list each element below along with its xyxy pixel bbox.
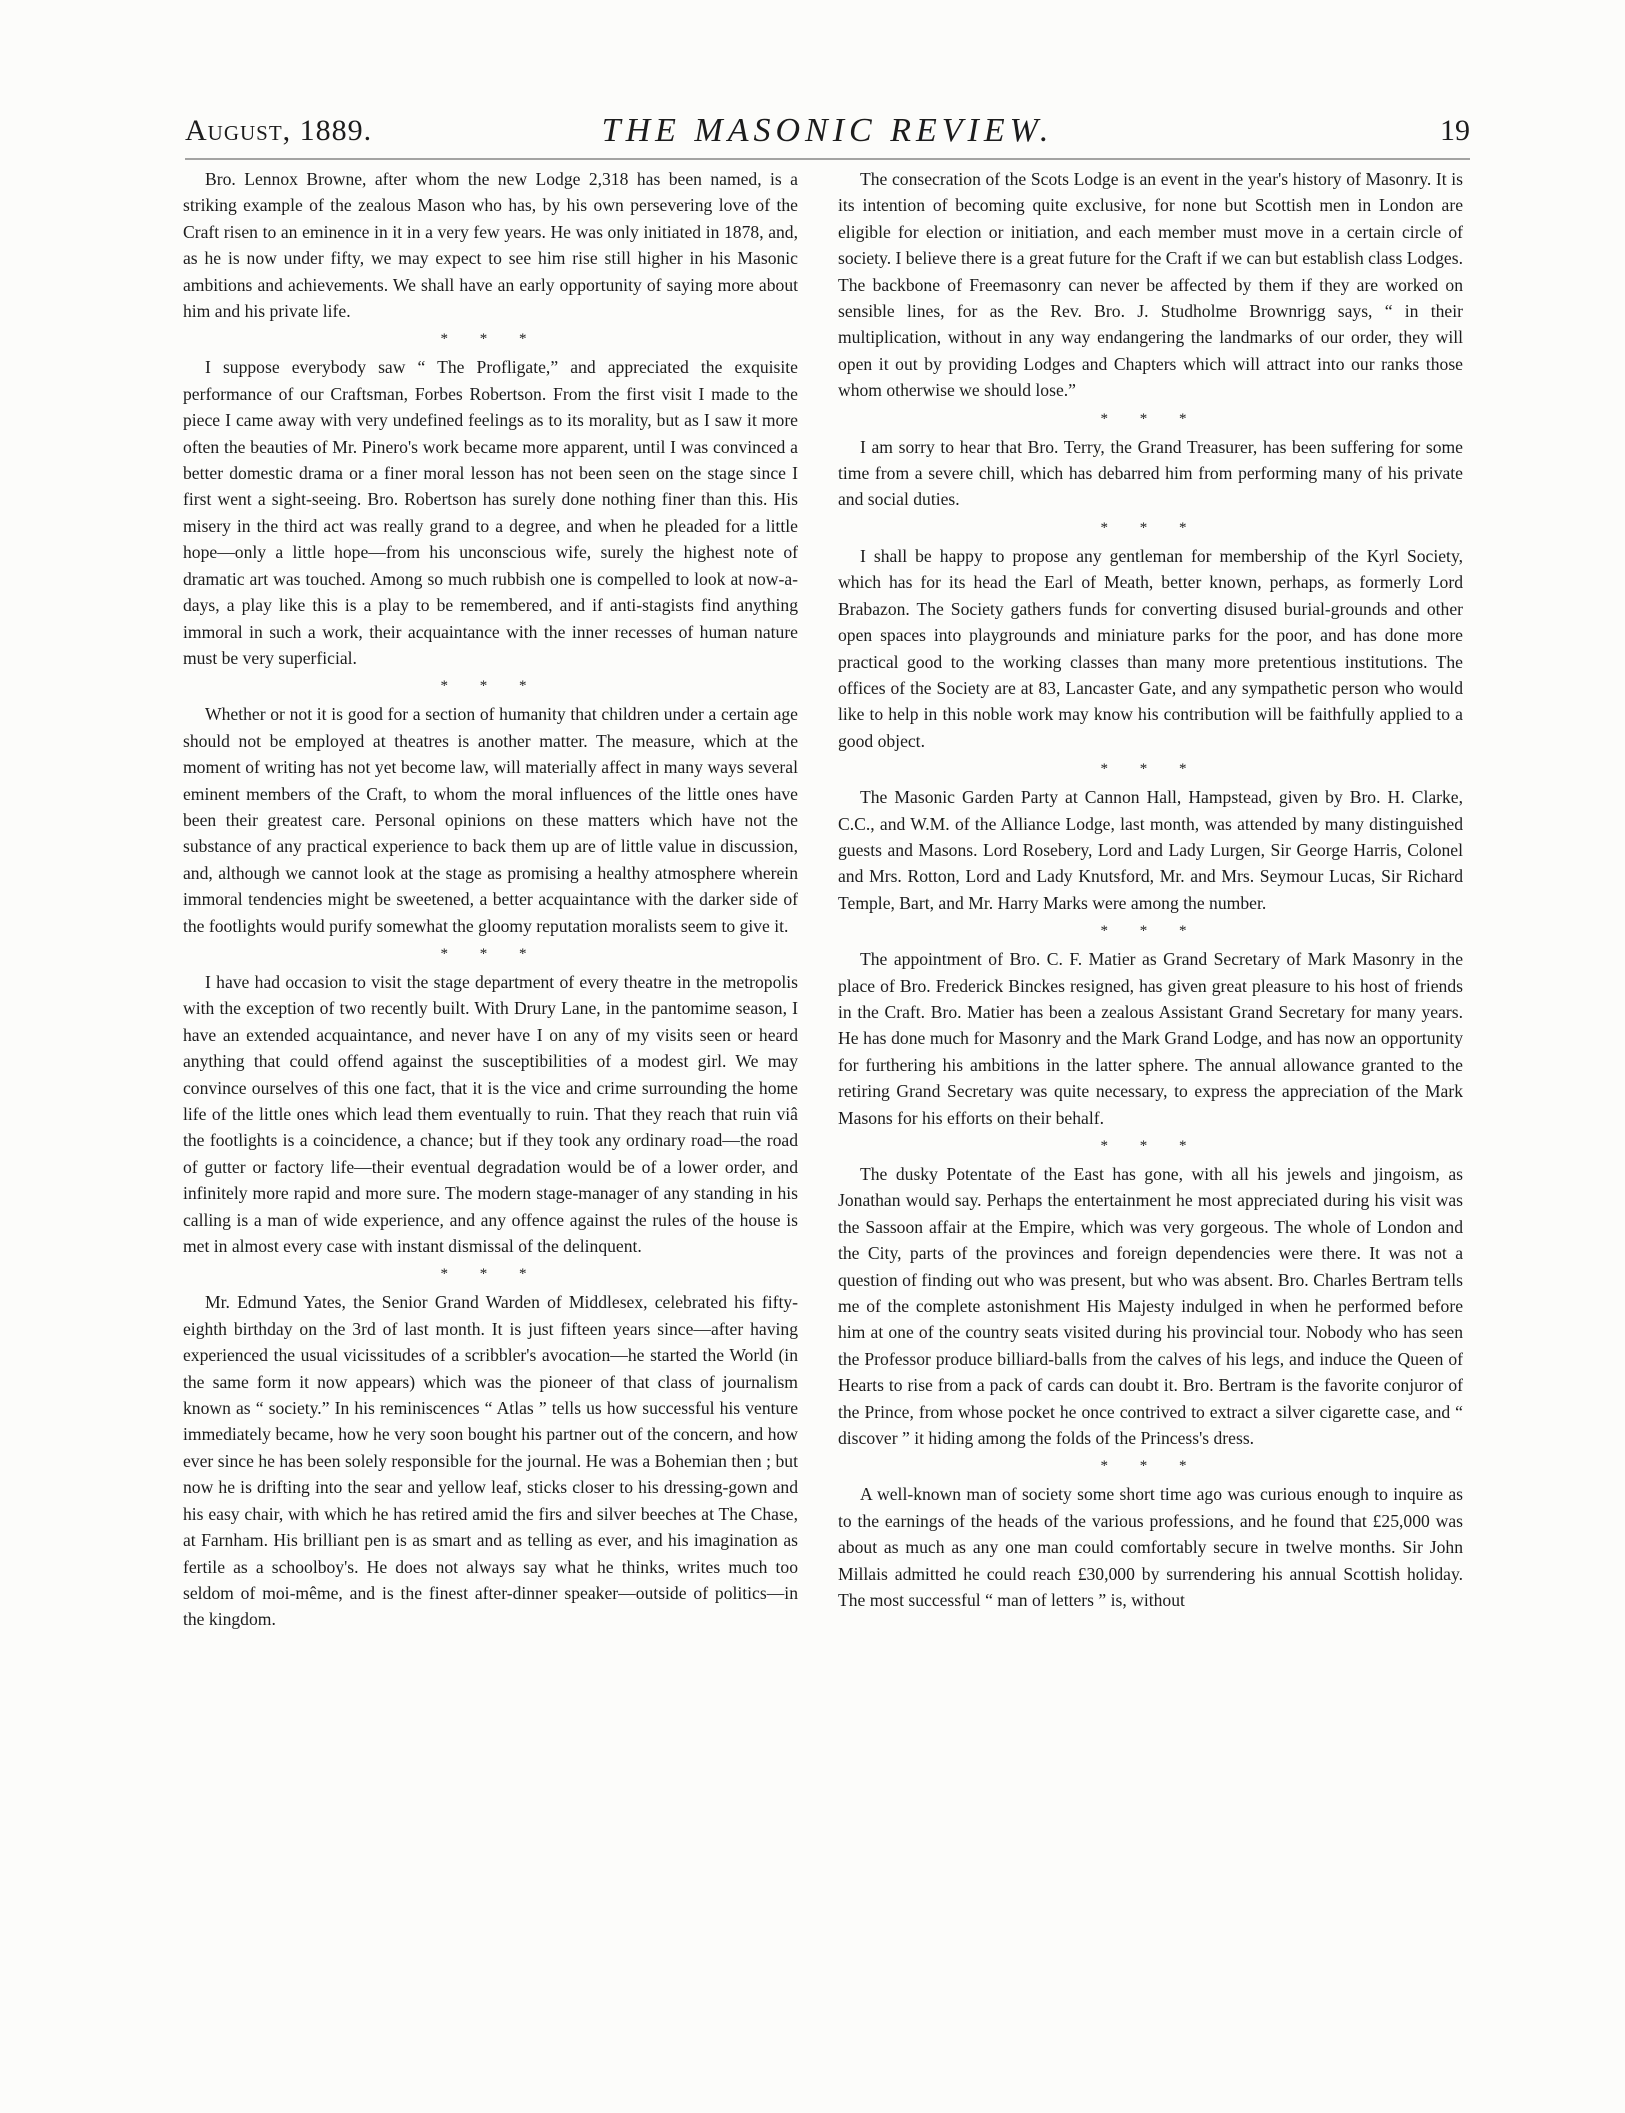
section-separator: * * * bbox=[440, 1266, 541, 1283]
section-separator: * * * bbox=[440, 331, 541, 348]
section-separator: * * * bbox=[440, 945, 541, 962]
section-separator: * * * bbox=[1100, 1458, 1201, 1475]
paragraph-profligate: I suppose everybody saw “ The Profligate,” and appreciated the exquisite performance of our Craftsman, Forbes Robertson. From the first visit I made to the piece I came away with very undefined feelings as to its morality, but as I saw it more often the beauties of Mr. Pinero's work became more apparent, until I was convinced a better domestic drama or a finer moral lesson has not been seen on the stage since I first went a sight-seeing. Bro. Robertson has surely done nothing finer than this. His misery in the third act was really grand to a degree, and when he pleaded for a little hope—only a little hope—from his unconscious wife, surely the highest note of dramatic art was touched. Among so much rubbish one is compelled to look at now-a-days, a play like this is a play to be remembered, and if anti-stagists find anything immoral in such a work, their acquaintance with the inner recesses of human nature must be very superficial. bbox=[183, 357, 798, 668]
paragraph-garden-party: The Masonic Garden Party at Cannon Hall, Hampstead, given by Bro. H. Clarke, C.C., and W.M. of the Alliance Lodge, last month, was attended by many distinguished guests and Masons. Lord Rosebery, Lord and Lady Lurgen, Sir George Harris, Colonel and Mrs. Rotton, Lord and Lady Knutsford, Mr. and Mrs. Seymour Lucas, Sir Richard Temple, Bart, and Mr. Harry Marks were among the number. bbox=[838, 787, 1463, 913]
page-number: 19 bbox=[1440, 114, 1470, 147]
section-separator: * * * bbox=[1100, 410, 1201, 427]
section-separator: * * * bbox=[1100, 1138, 1201, 1154]
section-separator: * * * bbox=[1100, 761, 1201, 778]
section-separator: * * * bbox=[1100, 923, 1201, 940]
header-rule bbox=[185, 158, 1470, 160]
section-separator: * * * bbox=[440, 678, 541, 695]
paragraph-bro-terry: I am sorry to hear that Bro. Terry, the Grand Treasurer, has been suffering for some time from a severe chill, which has debarred him from performing many of his private and social duties. bbox=[838, 436, 1463, 510]
paragraph-children-theatres: Whether or not it is good for a section of humanity that children under a certain age should not be employed at theatres is another matter. The measure, which at the moment of writing has not yet become law, will materially affect in many ways several eminent members of the Craft, to whom the moral influences of the little ones have been their greatest care. Personal opinions on these matters which have not the substance of any practical experience to back them up are of little value in discussion, and, although we cannot look at the stage as promising a healthy atmosphere wherein immoral tendencies might be sweetened, a better acquaintance with the darker side of the footlights would purify somewhat the gloomy reputation moralists seem to give it. bbox=[183, 704, 798, 936]
paragraph-earnings: A well-known man of society some short time ago was curious enough to inquire as to the earnings of the heads of the various professions, and he found that £25,000 was about as much as any one man could comfortably secure in twelve months. Sir John Millais admitted he could reach £30,000 by surrendering his annual Scottish holiday. The most successful “ man of letters ” is, without bbox=[838, 1484, 1463, 1611]
right-column bbox=[838, 166, 1463, 1614]
paragraph-stage-department: I have had occasion to visit the stage department of every theatre in the metropolis with the exception of two recently built. With Drury Lane, in the pantomime season, I have an extended acquaintance, and never have I on any of my visits seen or heard anything that could offend against the susceptibilities of a modest girl. We may convince ourselves of this one fact, that it is the vice and crime surrounding the home life of the little ones which lead them eventually to ruin. That they reach that ruin viâ the footlights is a coincidence, a chance; but if they took any ordinary road—the road of gutter or factory life—their eventual degradation would be of a lower order, and infinitely more rapid and more sure. The modern stage-manager of any standing in his calling is a man of wide experience, and any offence against the rules of the house is met in almost every case with instant dismissal of the delinquent. bbox=[183, 971, 798, 1257]
paragraph-edmund-yates: Mr. Edmund Yates, the Senior Grand Warden of Middlesex, celebrated his fifty-eighth birthday on the 3rd of last month. It is just fifteen years since—after having experienced the usual vicissitudes of a scribbler's avocation—he started the World (in the same form it now appears) which was the pioneer of that class of journalism known as “ society.” In his reminiscences “ Atlas ” tells us how successful his venture immediately became, how he very soon bought his partner out of the concern, and how ever since he has been solely responsible for the journal. He was a Bohemian then ; but now he is drifting into the sear and yellow leaf, sticks closer to his dressing-gown and his easy chair, with which he has retired amid the firs and silver beeches at The Chase, at Farnham. His brilliant pen is as smart and as telling as ever, and his imagination as fertile as a schoolboy's. He does not always say what he thinks, writes much too seldom of moi-même, and is the finest after-dinner speaker—outside of politics—in the kingdom. bbox=[183, 1292, 798, 1630]
paragraph-kyrl-society: I shall be happy to propose any gentleman for membership of the Kyrl Society, which has for its head the Earl of Meath, better known, perhaps, as formerly Lord Brabazon. The Society gathers funds for converting disused burial-grounds and other open spaces into playgrounds and miniature parks for the poor, and has done more practical good to the working classes than many more pretentious institutions. The offices of the Society are at 83, Lancaster Gate, and any sympathetic person who would like to help in this noble work may know his contribution will be faithfully applied to a good object. bbox=[838, 545, 1463, 751]
issue-date: August, 1889. bbox=[185, 114, 373, 147]
paragraph-scots-lodge: The consecration of the Scots Lodge is an event in the year's history of Masonry. It is its intention of becoming quite exclusive, for none but Scottish men in London are eligible for election or initiation, and each member must move in a certain circle of society. I believe there is a great future for the Craft if we can but establish class Lodges. The backbone of Freemasonry can never be affected by them if they are worked on sensible lines, for as the Rev. Bro. J. Studholme Brownrigg says, “ in their multiplication, without in any way endangering the landmarks of our order, they will open it out by providing Lodges and Chapters which will attract into our ranks those whom otherwise we should lose.” bbox=[838, 169, 1463, 401]
paragraph-lennox-browne: Bro. Lennox Browne, after whom the new Lodge 2,318 has been named, is a striking example of the zealous Mason who has, by his own persevering love of the Craft risen to an eminence in it in a very few years. He was only initiated in 1878, and, as he is now under fifty, we may expect to see him rise still higher in his Masonic ambitions and achievements. We shall have an early opportunity of saying more about him and his private life. bbox=[183, 169, 798, 322]
paragraph-dusky-potentate: The dusky Potentate of the East has gone, with all his jewels and jingoism, as Jonathan would say. Perhaps the entertainment he most appreciated during his visit was the Sassoon affair at the Empire, which was very gorgeous. The whole of London and the City, parts of the provinces and foreign dependencies were there. It was not a question of finding out who was present, but who was absent. Bro. Charles Bertram tells me of the complete astonishment His Majesty indulged in when he performed before him at one of the country seats visited during his provincial tour. Nobody who has seen the Professor produce billiard-balls from the calves of his legs, and induce the Queen of Hearts to rise from a pack of cards can doubt it. Bro. Bertram is the favorite conjuror of the Prince, from whose pocket he once contrived to extract a silver cigarette case, and “ discover ” it hiding among the folds of the Princess's dress. bbox=[838, 1164, 1463, 1449]
running-head bbox=[185, 108, 1470, 160]
paragraph-matier-appointment: The appointment of Bro. C. F. Matier as Grand Secretary of Mark Masonry in the place of Bro. Frederick Binckes resigned, has given great pleasure to his host of friends in the Craft. Bro. Matier has been a zealous Assistant Grand Secretary for many years. He has done much for Masonry and the Mark Grand Lodge, and has now an opportunity for furthering his ambitions in the latter sphere. The annual allowance granted to the retiring Grand Secretary was quite necessary, to express the appreciation of the Mark Masons for his efforts on their behalf. bbox=[838, 949, 1463, 1128]
left-column bbox=[183, 166, 798, 1633]
publication-title: THE MASONIC REVIEW. bbox=[601, 112, 1054, 149]
section-separator: * * * bbox=[1100, 519, 1201, 536]
